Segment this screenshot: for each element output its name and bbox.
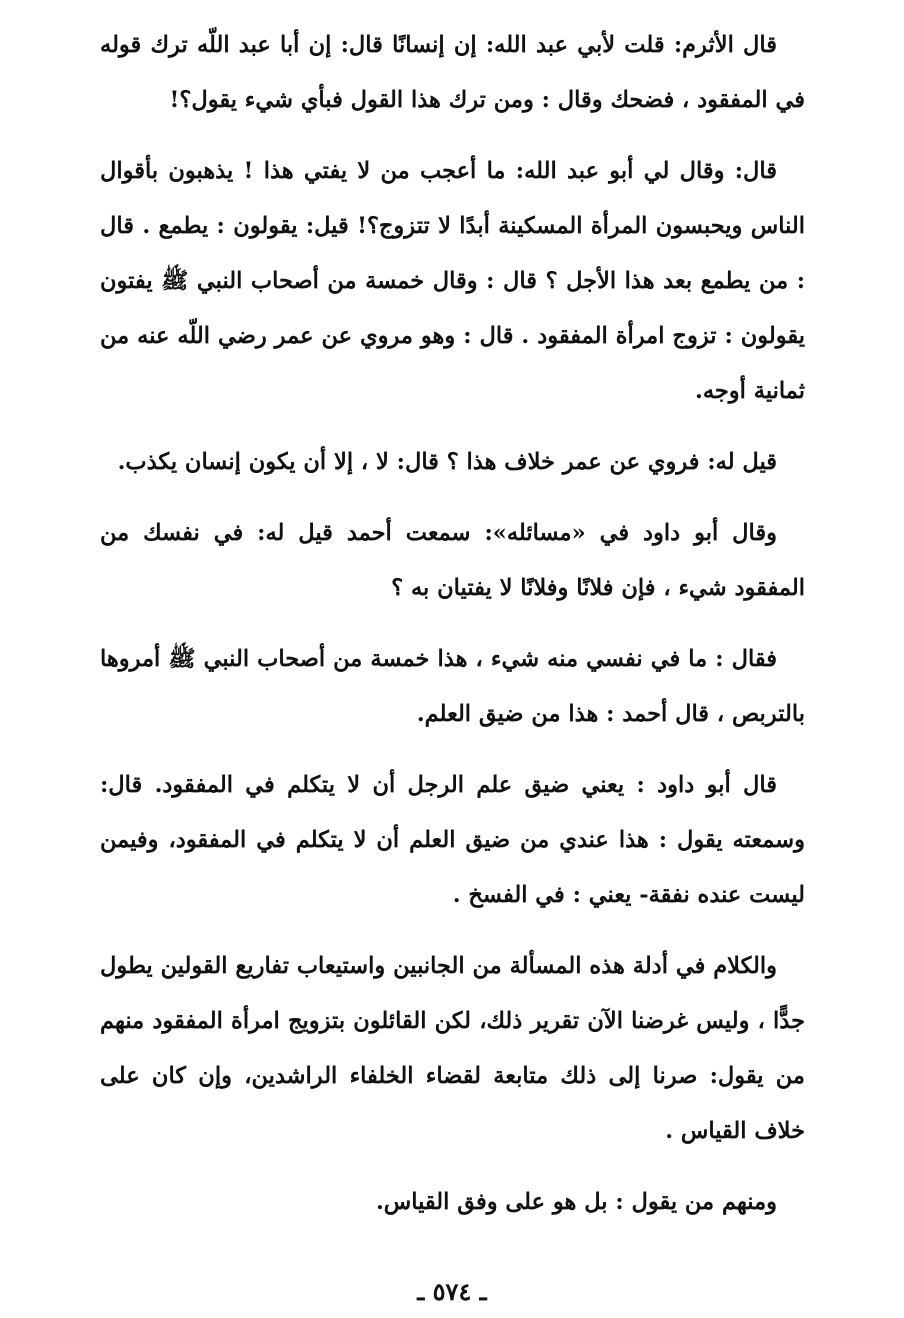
paragraph-abu-abdullah-answer: قال: وقال لي أبو عبد الله: ما أعجب من لا يفتي هذا ! يذهبون بأقوال الناس ويحبسون المرأة المسكينة أبدًا لا تتزوج؟! قيل: يقولون : يطمع . قال : من يطمع بعد هذا الأجل ؟ قال : وقال خمسة من أصحاب النبي ﷺ يفتون يقولون : تزوج امرأة المفقود . قال : وهو مروي عن عمر رضي اللّه عنه من ثمانية أوجه. xyxy=(100,158,805,404)
paragraph-abu-dawud-masail: وقال أبو داود في «مسائله»: سمعت أحمد قيل له: في نفسك من المفقود شيء ، فإن فلانًا وفلانًا لا يفتيان به ؟ xyxy=(100,520,805,601)
paragraph-qiyas: ومنهم من يقول : بل هو على وفق القياس. xyxy=(375,1189,777,1215)
paragraph-discussion: والكلام في أدلة هذه المسألة من الجانبين واستيعاب تفاريع القولين يطول جدًّا ، وليس غرضنا الآن تقرير ذلك، لكن القائلون بتزويج امرأة المفقود منهم من يقول: صرنا إلى ذلك متابعة لقضاء الخلفاء الراشدين، وإن كان على خلاف القياس . xyxy=(100,953,805,1144)
paragraph-ahmad-reply: فقال : ما في نفسي منه شيء ، هذا خمسة من أصحاب النبي ﷺ أمروها بالتربص ، قال أحمد : هذا من ضيق العلم. xyxy=(100,646,805,727)
page-number: ـ ٥٧٤ ـ xyxy=(417,1277,487,1306)
paragraph-umar-contrary: قيل له: فروي عن عمر خلاف هذا ؟ قال: لا ، إلا أن يكون إنسان يكذب. xyxy=(117,449,777,475)
paragraph-athram-question: قال الأثرم: قلت لأبي عبد الله: إن إنسانًا قال: إن أبا عبد اللّه ترك قوله في المفقود ، فضحك وقال : ومن ترك هذا القول فبأي شيء يقول؟! xyxy=(100,32,805,113)
paragraph-abu-dawud-explanation: قال أبو داود : يعني ضيق علم الرجل أن لا يتكلم في المفقود. قال: وسمعته يقول : هذا عندي من ضيق العلم أن لا يتكلم في المفقود، وفيمن ليست عنده نفقة- يعني : في الفسخ . xyxy=(100,772,805,908)
page-body xyxy=(100,18,805,1244)
